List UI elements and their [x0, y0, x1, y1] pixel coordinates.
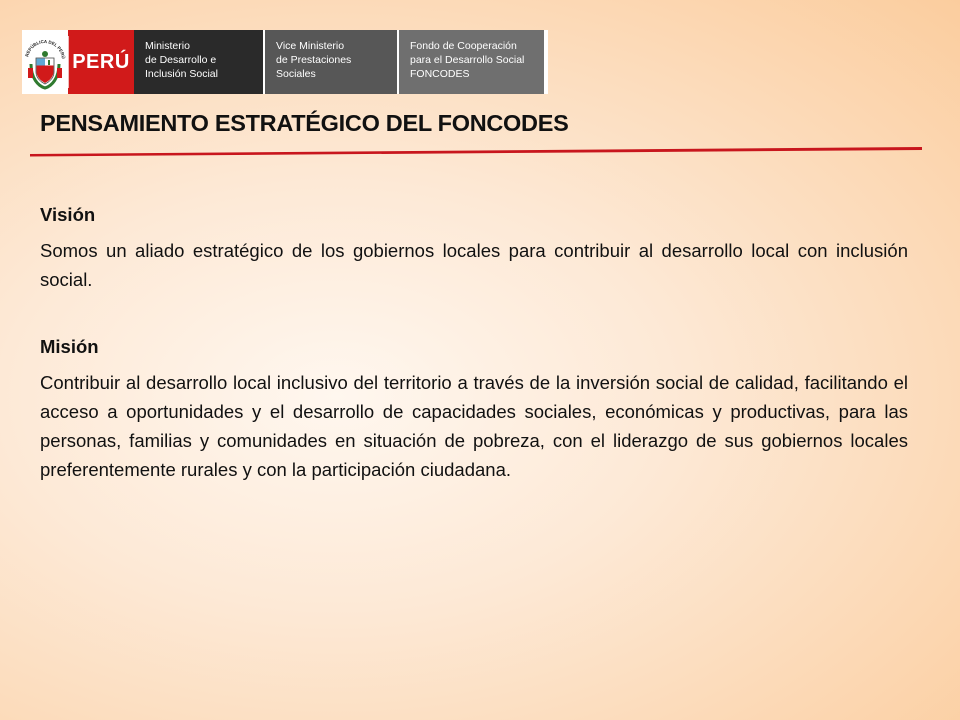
coat-of-arms-text: REPÚBLICA DEL PERÚ [24, 38, 66, 60]
mision-heading: Misión [40, 336, 99, 357]
foncodes-line-1: Fondo de Cooperación [410, 40, 517, 52]
vision-heading: Visión [40, 204, 96, 225]
peru-label: PERÚ [72, 50, 130, 73]
peru-logo [68, 30, 134, 94]
foncodes-logo [397, 30, 546, 94]
ministry-line-1: Ministerio [145, 40, 190, 52]
page-title: PENSAMIENTO ESTRATÉGICO DEL FONCODES [40, 110, 569, 136]
vice-ministry-logo [263, 30, 397, 94]
strategic-content [40, 203, 908, 484]
ministry-line-3: Inclusión Social [145, 68, 218, 80]
ministry-line-2: de Desarrollo e [145, 54, 217, 66]
mision-text: Contribuir al desarrollo local inclusivo del territorio a través de la inversión social de calidad, facilitando el acceso a oportunidades y el desarrollo de capacidades sociales, económicas y productivas, para las personas, familias y comunidades en situación de pobreza, con el liderazgo de sus gobiernos locales preferentemente rurales y con la participación ciudadana. [40, 372, 908, 480]
vision-section [40, 203, 908, 294]
vice-ministry-line-1: Vice Ministerio [276, 40, 345, 52]
coat-of-arms-icon [22, 30, 68, 94]
vice-ministry-line-3: Sociales [276, 68, 316, 80]
mision-section [40, 335, 908, 484]
ministry-logo [134, 30, 263, 94]
foncodes-line-2: para el Desarrollo Social [410, 54, 525, 66]
vice-ministry-line-2: de Prestaciones [276, 54, 352, 66]
vision-text: Somos un aliado estratégico de los gobiernos locales para contribuir al desarrollo local con inclusión social. [40, 240, 908, 290]
coat-of-arms-logo [22, 30, 68, 94]
title-underline [30, 145, 922, 157]
foncodes-line-3: FONCODES [410, 68, 470, 80]
government-logo-bar [22, 30, 548, 94]
